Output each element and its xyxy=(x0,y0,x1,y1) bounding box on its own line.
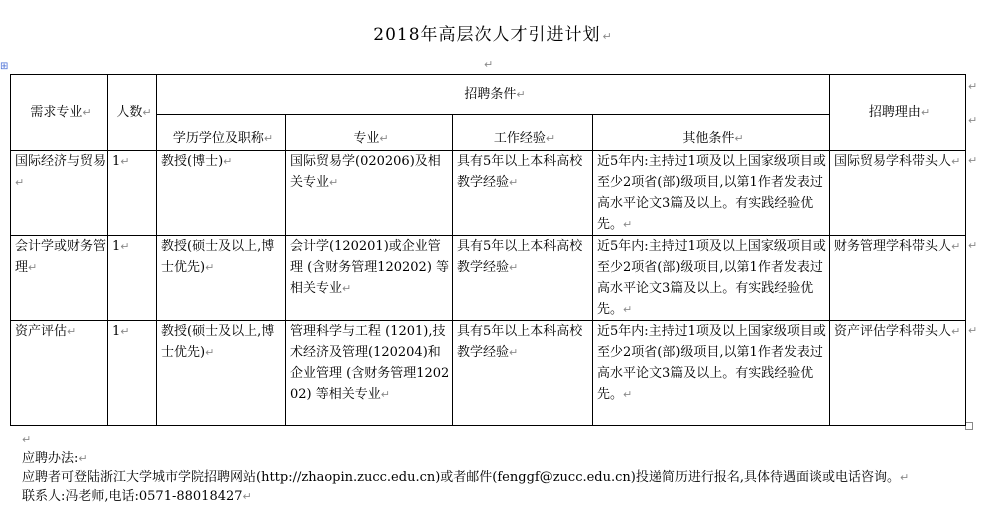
header-specialty: 专业↵ xyxy=(286,115,453,151)
paragraph-mark-icon: ↵ xyxy=(242,490,252,503)
paragraph-mark-icon: ↵ xyxy=(15,176,25,189)
recruitment-table xyxy=(10,74,966,426)
paragraph-mark-icon: ↵ xyxy=(623,218,633,231)
header-other-conditions: 其他条件↵ xyxy=(593,115,830,151)
method-label: 应聘办法:↵ xyxy=(22,451,88,466)
application-info xyxy=(22,430,909,506)
paragraph-mark-icon: ↵ xyxy=(951,325,961,338)
row-end-mark-icon: ↵ xyxy=(968,324,978,337)
cell-reason: 资产评估学科带头人↵ xyxy=(830,321,966,426)
paragraph-mark-icon: ↵ xyxy=(22,433,32,446)
cell-major: 国际经济与贸易↵ xyxy=(11,151,108,236)
paragraph-mark-icon: ↵ xyxy=(205,261,215,274)
cell-degree: 教授(硕士及以上,博士优先)↵ xyxy=(157,321,286,426)
paragraph-mark-icon: ↵ xyxy=(951,155,961,168)
paragraph-mark-icon: ↵ xyxy=(205,346,215,359)
cell-reason: 国际贸易学科带头人↵ xyxy=(830,151,966,236)
paragraph-mark-icon: ↵ xyxy=(734,132,744,145)
cell-experience: 具有5年以上本科高校教学经验↵ xyxy=(453,236,593,321)
paragraph-mark-icon: ↵ xyxy=(516,88,526,101)
cell-degree: 教授(博士)↵ xyxy=(157,151,286,236)
cell-other: 近5年内:主持过1项及以上国家级项目或至少2项省(部)级项目,以第1作者发表过高水平论文3篇及以上。有实践经验优先。↵ xyxy=(593,321,830,426)
cell-other: 近5年内:主持过1项及以上国家级项目或至少2项省(部)级项目,以第1作者发表过高水平论文3篇及以上。有实践经验优先。↵ xyxy=(593,151,830,236)
cell-degree: 教授(硕士及以上,博士优先)↵ xyxy=(157,236,286,321)
row-end-mark-icon: ↵ xyxy=(968,239,978,252)
resize-handle-icon[interactable] xyxy=(965,422,973,430)
blank-line xyxy=(22,430,909,449)
paragraph-mark-icon: ↵ xyxy=(602,30,613,43)
title-text: 2018年高层次人才引进计划 xyxy=(373,25,601,45)
cell-other: 近5年内:主持过1项及以上国家级项目或至少2项省(部)级项目,以第1作者发表过高水平论文3篇及以上。有实践经验优先。↵ xyxy=(593,236,830,321)
cell-experience: 具有5年以上本科高校教学经验↵ xyxy=(453,321,593,426)
row-end-mark-icon: ↵ xyxy=(968,154,978,167)
paragraph-mark-icon: ↵ xyxy=(67,325,77,338)
paragraph-mark-icon: ↵ xyxy=(509,176,519,189)
header-work-experience: 工作经验↵ xyxy=(453,115,593,151)
header-conditions: 招聘条件↵ xyxy=(157,75,830,115)
paragraph-mark-icon: ↵ xyxy=(82,106,92,119)
cell-specialty: 国际贸易学(020206)及相关专业↵ xyxy=(286,151,453,236)
paragraph-mark-icon: ↵ xyxy=(120,325,130,338)
header-reason: 招聘理由↵ xyxy=(830,75,966,151)
paragraph-mark-icon: ↵ xyxy=(900,471,910,484)
table-row xyxy=(11,321,966,426)
paragraph-mark-icon: ↵ xyxy=(509,261,519,274)
cell-count: 1↵ xyxy=(108,321,157,426)
cell-major: 会计学或财务管理↵ xyxy=(11,236,108,321)
header-major: 需求专业↵ xyxy=(11,75,108,151)
contact-info: 联系人:冯老师,电话:0571-88018427↵ xyxy=(22,489,252,504)
paragraph-mark-icon: ↵ xyxy=(951,240,961,253)
header-headcount: 人数↵ xyxy=(108,75,157,151)
paragraph-mark-icon: ↵ xyxy=(920,106,931,119)
paragraph-mark-icon: ↵ xyxy=(545,132,556,145)
paragraph-mark-icon: ↵ xyxy=(623,303,633,316)
method-text: 应聘者可登陆浙江大学城市学院招聘网站(http://zhaopin.zucc.edu.cn)或者邮件(fenggf@zucc.edu.cn)投递简历进行报名,具体待遇面谈或电话咨询。↵ xyxy=(22,470,910,485)
paragraph-mark-icon: ↵ xyxy=(120,240,130,253)
paragraph-mark-icon: ↵ xyxy=(329,176,339,189)
paragraph-mark-icon: ↵ xyxy=(223,155,233,168)
cell-specialty: 管理科学与工程 (1201),技术经济及管理(120204)和企业管理 (含财务管理120202) 等相关专业↵ xyxy=(286,321,453,426)
paragraph-mark-icon: ↵ xyxy=(509,346,519,359)
paragraph-mark-icon: ↵ xyxy=(380,388,390,401)
cell-experience: 具有5年以上本科高校教学经验↵ xyxy=(453,151,593,236)
move-handle-icon[interactable]: ⊞ xyxy=(0,61,9,72)
row-end-mark-icon: ↵ xyxy=(968,114,978,127)
paragraph-mark-icon: ↵ xyxy=(28,261,38,274)
paragraph-mark-icon: ↵ xyxy=(120,155,130,168)
paragraph-mark-icon: ↵ xyxy=(379,132,389,145)
cell-reason: 财务管理学科带头人↵ xyxy=(830,236,966,321)
cell-major: 资产评估↵ xyxy=(11,321,108,426)
document-title xyxy=(0,20,986,45)
header-degree-title: 学历学位及职称↵ xyxy=(157,115,286,151)
row-end-mark-icon: ↵ xyxy=(968,80,978,93)
cell-count: 1↵ xyxy=(108,236,157,321)
paragraph-mark-icon: ↵ xyxy=(623,388,633,401)
paragraph-mark-icon: ↵ xyxy=(263,132,274,145)
paragraph-mark-icon: ↵ xyxy=(78,452,88,465)
paragraph-mark-icon: ↵ xyxy=(484,58,494,71)
table-row xyxy=(11,151,966,236)
paragraph-mark-icon: ↵ xyxy=(342,282,352,295)
table-header-row xyxy=(11,75,966,115)
cell-specialty: 会计学(120201)或企业管理 (含财务管理120202) 等相关专业↵ xyxy=(286,236,453,321)
paragraph-mark-icon: ↵ xyxy=(142,106,152,119)
table-row xyxy=(11,236,966,321)
cell-count: 1↵ xyxy=(108,151,157,236)
